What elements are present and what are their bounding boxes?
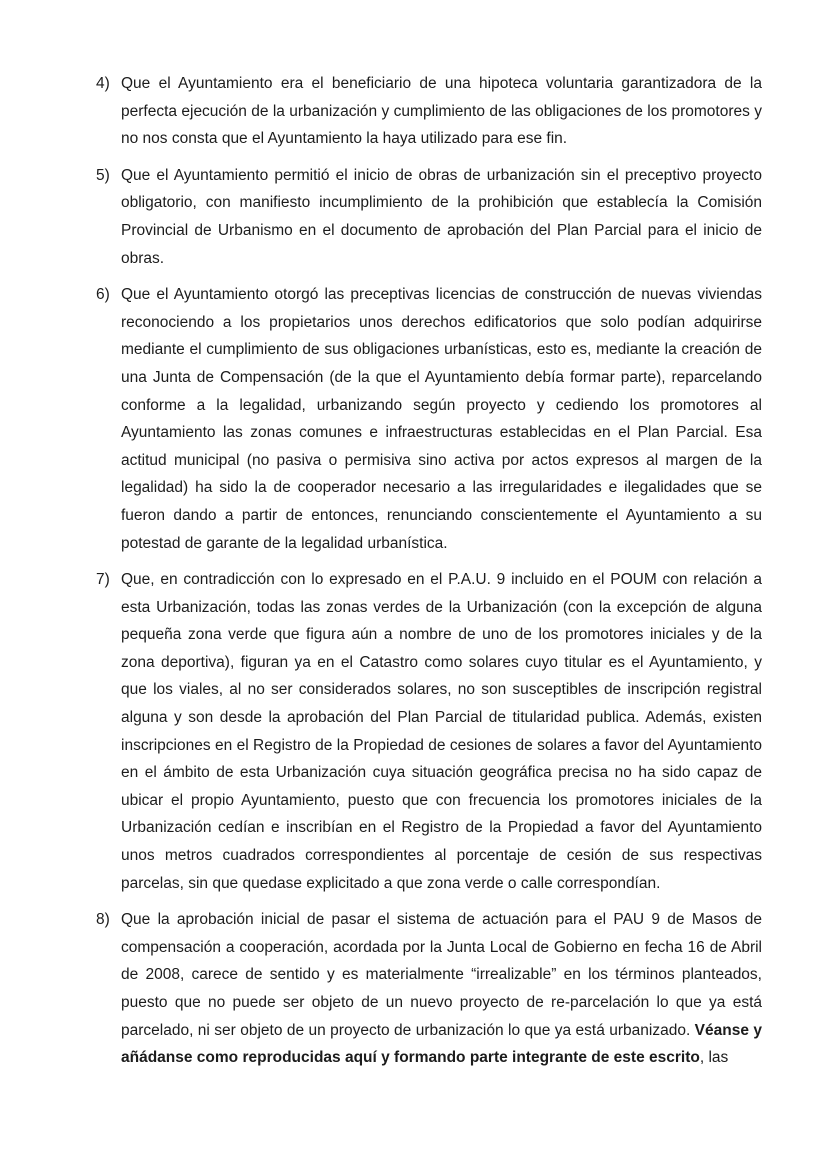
item-number: 7) <box>96 571 110 589</box>
item-text <box>121 70 762 153</box>
item-number: 5) <box>96 166 110 184</box>
item-text <box>121 281 762 557</box>
item-text <box>121 162 762 272</box>
list-item <box>96 906 762 1072</box>
ordered-list <box>96 70 762 1072</box>
regular-text: Que el Ayuntamiento permitió el inicio de obras de urbanización sin el preceptivo proyecto obligatorio, con manifiesto incumplimiento de la prohibición que establecía la Comisión Provincial de Urbanismo en el documento de aprobación del Plan Parcial para el inicio de obras. <box>121 166 762 267</box>
item-number: 8) <box>96 911 110 929</box>
item-text <box>121 906 762 1072</box>
regular-text: Que, en contradicción con lo expresado en el P.A.U. 9 incluido en el POUM con relación a esta Urbanización, todas las zonas verdes de la Urbanización (con la excepción de alguna pequeña zona verde que figura aún a nombre de uno de los promotores iniciales y de la zona deportiva), figuran ya en el Catastro como solares cuyo titular es el Ayuntamiento, y que los viales, al no ser considerados solares, no son susceptibles de inscripción registral alguna y son desde la aprobación del Plan Parcial de titularidad publica. Además, existen inscripciones en el Registro de la Propiedad de cesiones de solares a favor del Ayuntamiento en el ámbito de esta Urbanización cuya situación geográfica precisa no ha sido capaz de ubicar el propio Ayuntamiento, puesto que con frecuencia los promotores iniciales de la Urbanización cedían e inscribían en el Registro de la Propiedad a favor del Ayuntamiento unos metros cuadrados correspondientes al porcentaje de cesión de sus respectivas parcelas, sin que quedase explicitado a que zona verde o calle correspondían. <box>121 571 762 892</box>
regular-text: Que el Ayuntamiento otorgó las preceptivas licencias de construcción de nuevas viviendas reconociendo a los propietarios unos derechos edificatorios que solo podían adquirirse mediante el cumplimiento de sus obligaciones urbanísticas, esto es, mediante la creación de una Junta de Compensación (de la que el Ayuntamiento debía formar parte), reparcelando conforme a la legalidad, urbanizando según proyecto y cediendo los promotores al Ayuntamiento las zonas comunes e infraestructuras establecidas en el Plan Parcial. Esa actitud municipal (no pasiva o permisiva sino activa por actos expresos al margen de la legalidad) ha sido la de cooperador necesario a las irregularidades e ilegalidades que se fueron dando a partir de entonces, renunciando conscientemente el Ayuntamiento a su potestad de garante de la legalidad urbanística. <box>121 286 762 552</box>
regular-text: Que la aprobación inicial de pasar el sistema de actuación para el PAU 9 de Masos de compensación a cooperación, acordada por la Junta Local de Gobierno en fecha 16 de Abril de 2008, carece de sentido y es materialmente “irrealizable” en los términos planteados, puesto que no puede ser objeto de un nuevo proyecto de re-parcelación lo que ya está parcelado, ni ser objeto de un proyecto de urbanización lo que ya está urbanizado. <box>121 911 762 1039</box>
list-item <box>96 566 762 897</box>
item-number: 4) <box>96 75 110 92</box>
regular-text: , las <box>699 1049 729 1067</box>
list-item <box>96 70 762 153</box>
regular-text: Que el Ayuntamiento era el beneficiario de una hipoteca voluntaria garantizadora de la perfecta ejecución de la urbanización y cumplimiento de las obligaciones de los promotores y no nos consta que el Ayuntamiento la haya utilizado para ese fin. <box>121 75 762 148</box>
item-number: 6) <box>96 286 110 304</box>
list-item <box>96 162 762 272</box>
item-text <box>121 566 762 897</box>
bold-text: Véanse y añádanse como reproducidas aquí y formando parte integrante de este escrito <box>121 1021 762 1067</box>
list-item <box>96 281 762 557</box>
document-content <box>96 70 762 1081</box>
